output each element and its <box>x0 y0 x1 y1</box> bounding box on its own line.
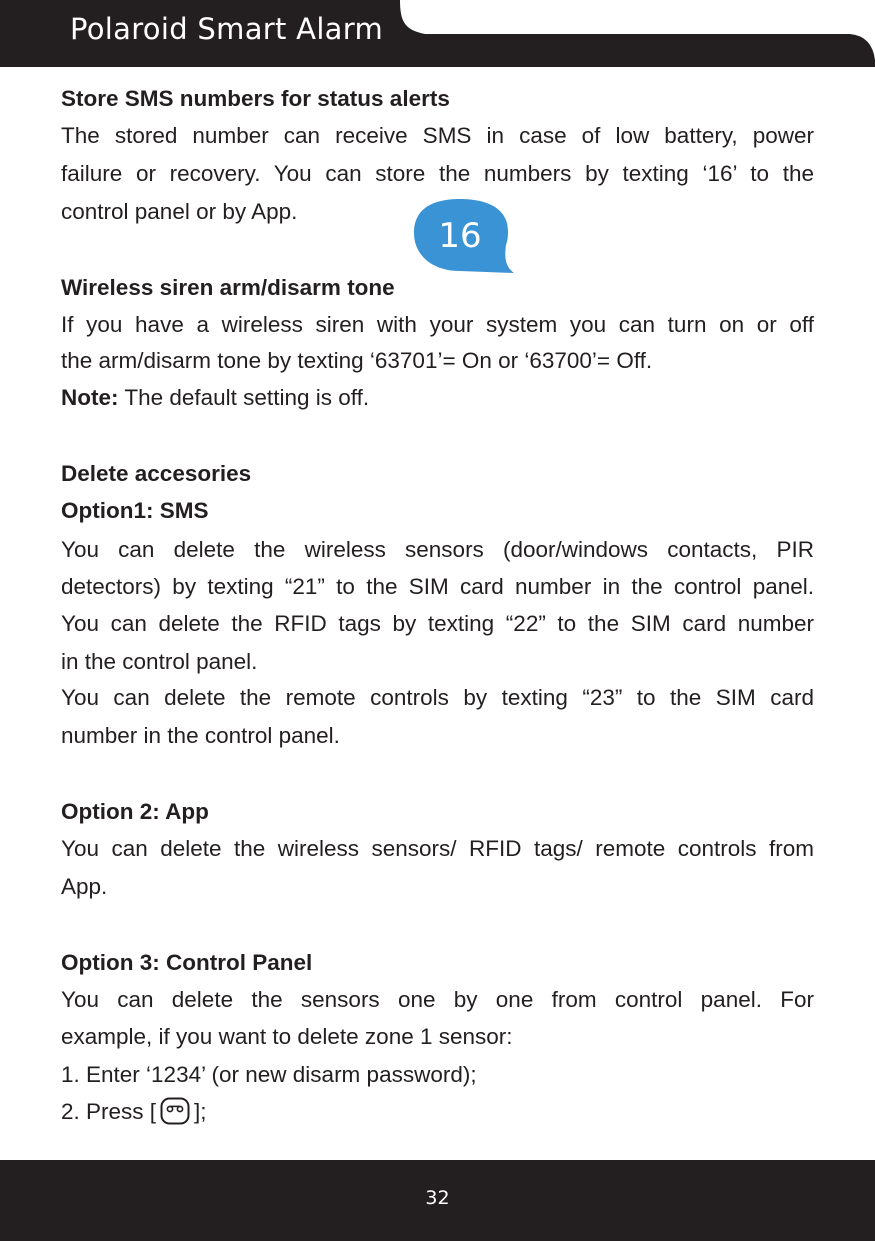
siren-heading: Wireless siren arm/disarm tone <box>61 275 395 300</box>
siren-line-2: the arm/disarm tone by texting ‘63701’= On or ‘63700’= Off. <box>61 348 653 373</box>
store-sms-line-2: failure or recovery. You can store the numbers by texting ‘16’ to the <box>61 161 814 186</box>
note-text: The default setting is off. <box>118 385 370 410</box>
option1-line-1: You can delete the wireless sensors (door/windows contacts, PIR <box>61 537 814 562</box>
footer-bar <box>0 1160 875 1241</box>
option3-line-3: 1. Enter ‘1234’ (or new disarm password); <box>61 1062 477 1087</box>
option1-line-6: number in the control panel. <box>61 723 340 748</box>
header-title: Polaroid Smart Alarm <box>70 12 384 46</box>
bubble-number: 16 <box>438 216 482 256</box>
option1-heading: Option1: SMS <box>61 498 209 523</box>
delete-heading: Delete accesories <box>61 461 252 486</box>
step2-suffix: ]; <box>194 1099 207 1124</box>
siren-line-1: If you have a wireless siren with your system you can turn on or off <box>61 312 814 337</box>
note-label: Note: <box>61 385 119 410</box>
option3-line-2: example, if you want to delete zone 1 sensor: <box>61 1024 513 1049</box>
option3-step-2 <box>61 1097 814 1127</box>
step2-prefix: 2. Press [ <box>61 1099 157 1124</box>
option2-heading: Option 2: App <box>61 799 209 824</box>
store-sms-heading: Store SMS numbers for status alerts <box>61 86 450 111</box>
option3-heading: Option 3: Control Panel <box>61 950 313 975</box>
option1-line-3: You can delete the RFID tags by texting “22” to the SIM card number <box>61 611 814 636</box>
store-sms-line-1: The stored number can receive SMS in case of low battery, power <box>61 123 814 148</box>
option1-line-5: You can delete the remote controls by texting “23” to the SIM card <box>61 685 814 710</box>
store-sms-line-3: control panel or by App. <box>61 199 298 224</box>
cassette-button-icon <box>160 1097 190 1125</box>
siren-note <box>61 383 814 413</box>
option2-line-2: App. <box>61 874 108 899</box>
option1-line-2: detectors) by texting “21” to the SIM card number in the control panel. <box>61 574 814 599</box>
option3-line-1: You can delete the sensors one by one from control panel. For <box>61 987 814 1012</box>
option2-line-1: You can delete the wireless sensors/ RFID tags/ remote controls from <box>61 836 814 861</box>
option1-line-4: in the control panel. <box>61 649 258 674</box>
page-number: 32 <box>425 1187 450 1209</box>
